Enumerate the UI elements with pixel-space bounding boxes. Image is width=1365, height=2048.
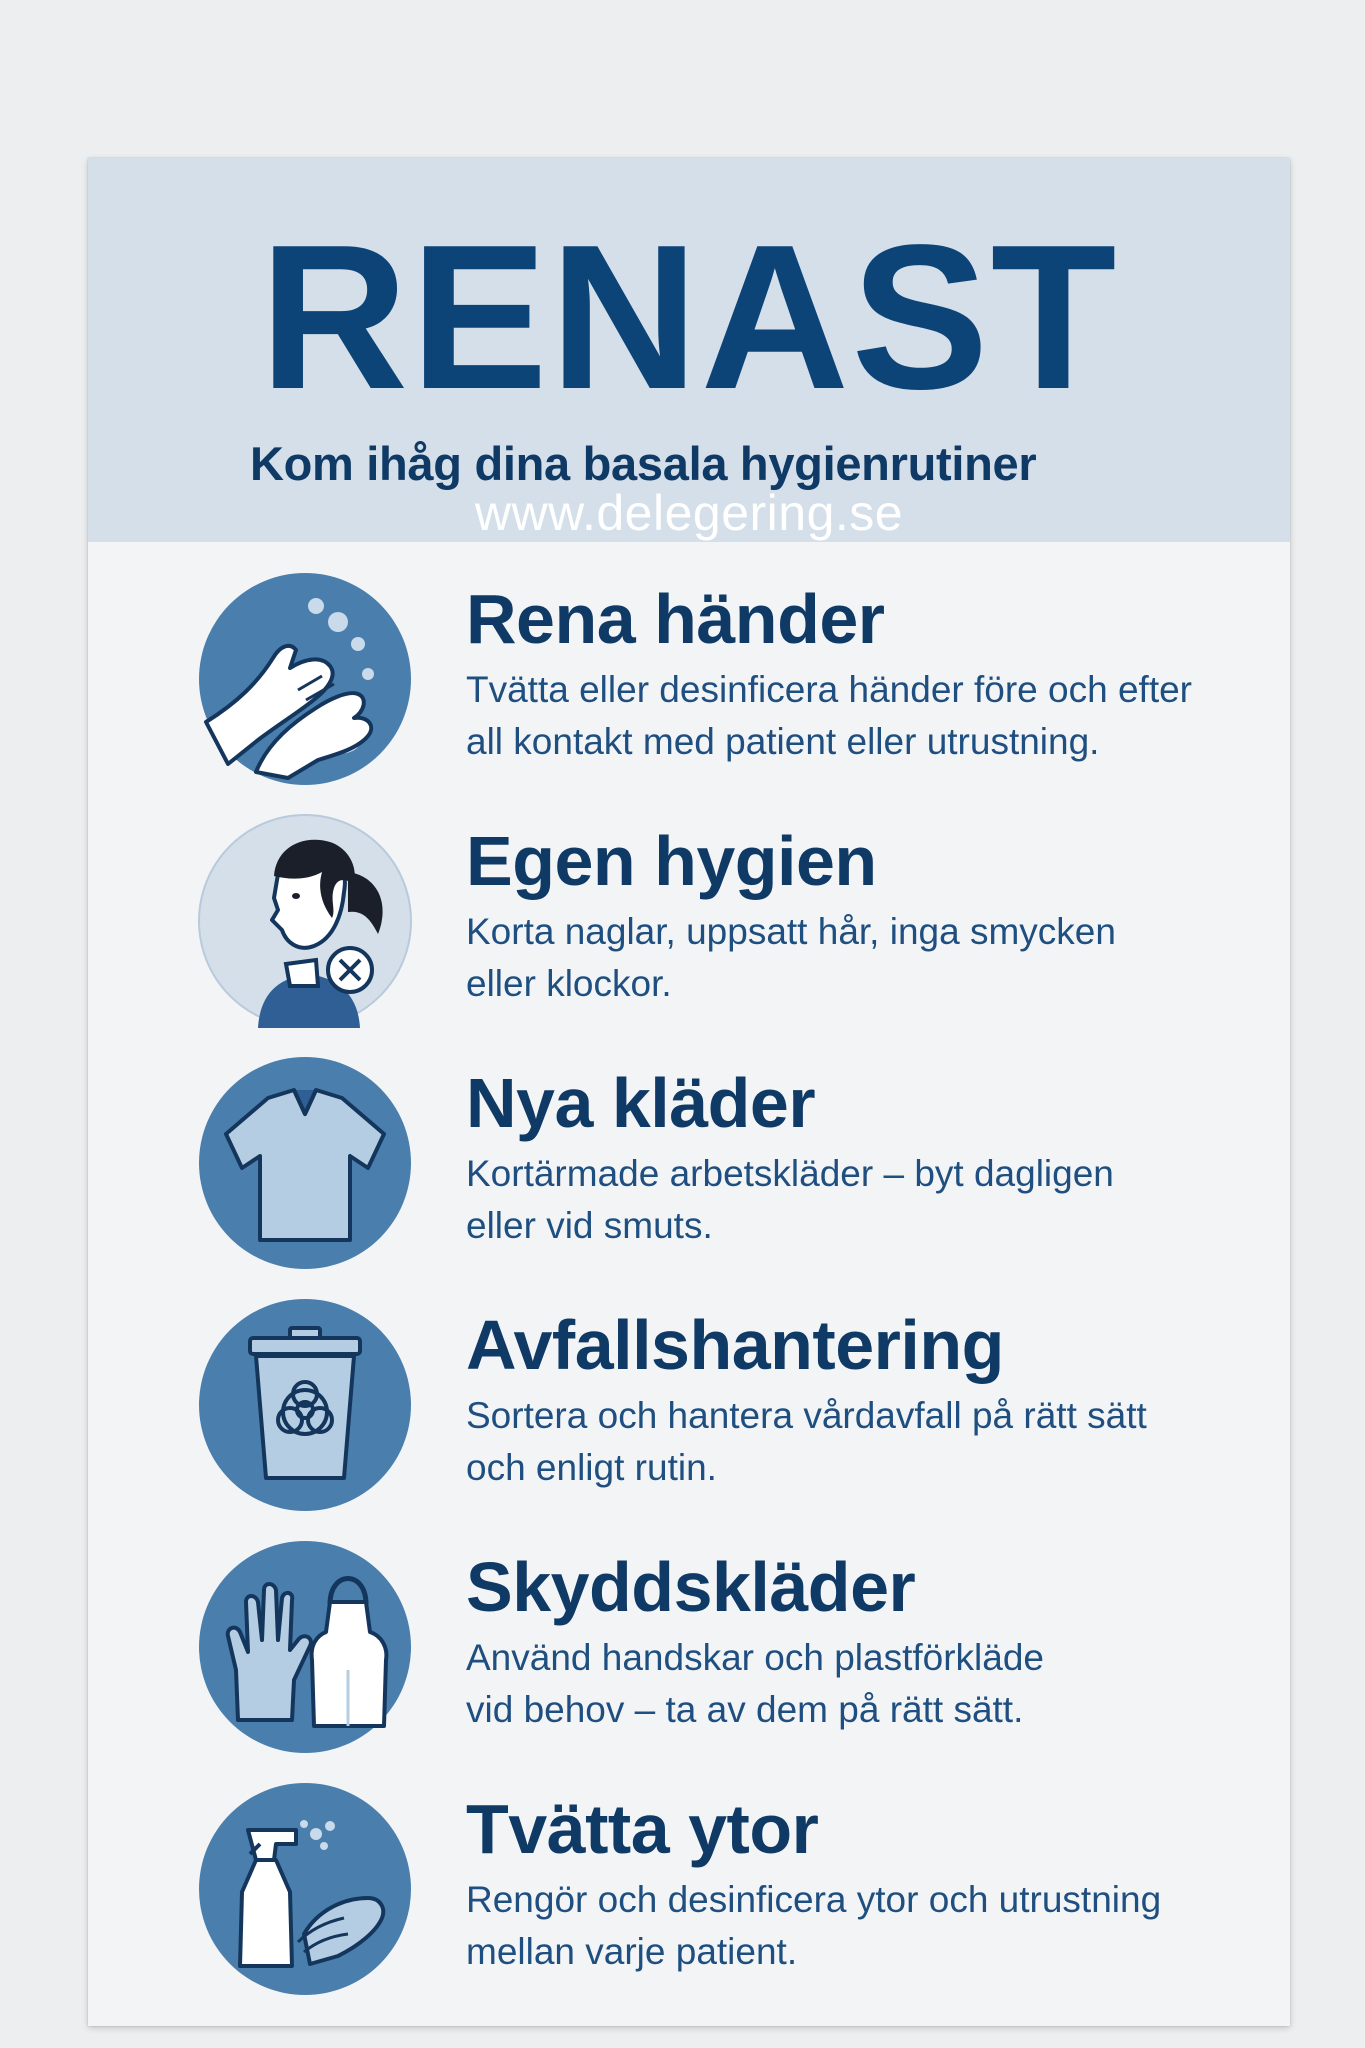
hygiene-list bbox=[88, 158, 1290, 2026]
item-description: Kortärmade arbetskläder – byt dagligen eller vid smuts. bbox=[466, 1153, 1114, 1246]
list-item-skyddsklader bbox=[88, 1540, 1290, 1770]
item-heading: Avfallshantering bbox=[466, 1306, 1004, 1384]
poster-subtitle: Kom ihåg dina basala hygienrutiner bbox=[250, 437, 1037, 490]
poster bbox=[88, 158, 1290, 2026]
scrub-shirt-icon bbox=[198, 1056, 412, 1270]
list-item-egen-hygien bbox=[88, 814, 1290, 1044]
item-description: Rengör och desinficera ytor och utrustning mellan varje patient. bbox=[466, 1879, 1162, 1972]
list-item-rena-hander bbox=[88, 572, 1290, 802]
item-description: Tvätta eller desinficera händer före och efter all kontakt med patient eller utrustning. bbox=[466, 669, 1192, 762]
gloves-apron-icon bbox=[198, 1540, 412, 1754]
item-heading: Egen hygien bbox=[466, 822, 877, 900]
item-heading: Rena händer bbox=[466, 580, 885, 658]
item-heading: Nya kläder bbox=[466, 1064, 816, 1142]
list-item-avfallshantering bbox=[88, 1298, 1290, 1528]
person-no-jewelry-icon bbox=[198, 814, 412, 1028]
item-description: Sortera och hantera vårdavfall på rätt sätt och enligt rutin. bbox=[466, 1395, 1147, 1488]
hand-washing-icon bbox=[198, 572, 412, 786]
item-heading: Skyddskläder bbox=[466, 1548, 916, 1626]
list-item-nya-klader bbox=[88, 1056, 1290, 1286]
item-heading: Tvätta ytor bbox=[466, 1790, 819, 1868]
spray-cleaning-icon bbox=[198, 1782, 412, 1996]
poster-title: RENAST bbox=[259, 202, 1119, 432]
item-description: Använd handskar och plastförkläde vid behov – ta av dem på rätt sätt. bbox=[466, 1637, 1044, 1730]
list-item-tvatta-ytor bbox=[88, 1782, 1290, 2012]
item-description: Korta naglar, uppsatt hår, inga smycken eller klockor. bbox=[466, 911, 1116, 1004]
watermark: www.delegering.se bbox=[474, 485, 904, 541]
biohazard-bin-icon bbox=[198, 1298, 412, 1512]
